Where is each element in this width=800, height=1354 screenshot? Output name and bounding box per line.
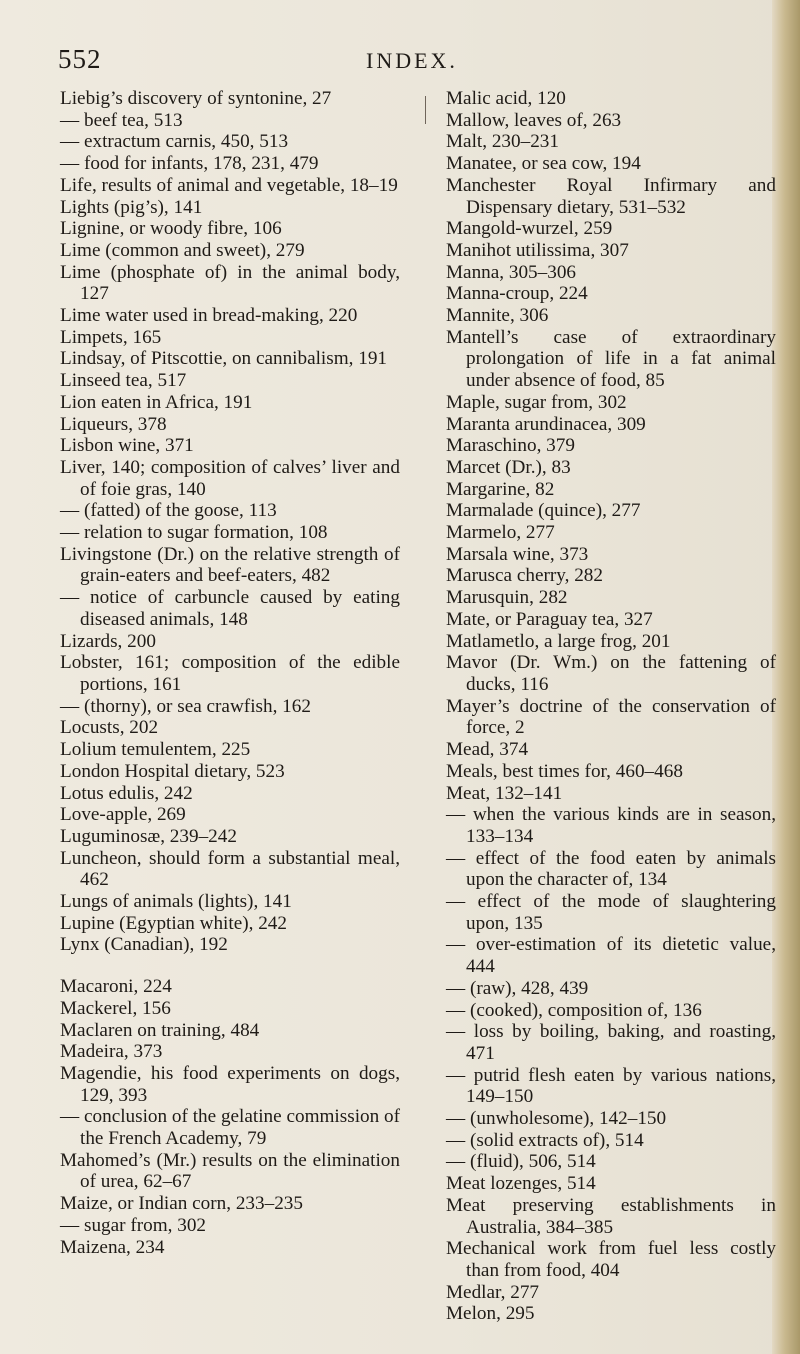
- index-entry: Maclaren on training, 484: [60, 1019, 260, 1041]
- index-entry: Mantell’s case of extraordinary prolongation of life in a fat animal under absence of food, 85: [446, 326, 776, 392]
- index-entry: Madeira, 373: [60, 1041, 163, 1063]
- index-entry: Lime (phosphate of) in the animal body, 127: [60, 261, 400, 305]
- index-subentry: — sugar from, 302: [60, 1214, 207, 1236]
- index-entry: Meat, 132–141: [446, 782, 563, 804]
- index-entry: Lizards, 200: [60, 630, 156, 652]
- index-subentry: — (fluid), 506, 514: [446, 1151, 596, 1173]
- page-edge: [772, 0, 800, 1354]
- index-subentry: — loss by boiling, baking, and roasting, 471: [446, 1021, 776, 1064]
- index-entry: Mate, or Paraguay tea, 327: [446, 608, 653, 630]
- page-header: [58, 44, 758, 74]
- index-entry: Locusts, 202: [60, 717, 159, 739]
- index-entry: Life, results of animal and vegetable, 18–19: [60, 174, 398, 196]
- index-entry: Lisbon wine, 371: [60, 435, 194, 457]
- index-entry: Lindsay, of Pitscottie, on cannibalism, 191: [60, 348, 388, 370]
- index-subentry: — beef tea, 513: [60, 109, 183, 131]
- index-column-left: [60, 88, 400, 1258]
- index-entry: Livingstone (Dr.) on the relative strength of grain-eaters and beef-eaters, 482: [60, 543, 400, 587]
- index-entry: Mavor (Dr. Wm.) on the fattening of ducks, 116: [446, 652, 776, 695]
- index-entry: Medlar, 277: [446, 1281, 540, 1303]
- index-subentry: — (thorny), or sea crawfish, 162: [60, 695, 311, 717]
- index-entry: Marsala wine, 373: [446, 543, 589, 565]
- index-subentry: — extractum carnis, 450, 513: [60, 131, 289, 153]
- index-entry: Maize, or Indian corn, 233–235: [60, 1193, 303, 1215]
- index-entry: Lupine (Egyptian white), 242: [60, 912, 287, 934]
- index-entry: Marmelo, 277: [446, 522, 555, 544]
- index-entry: Lynx (Canadian), 192: [60, 934, 228, 956]
- index-entry: Mallow, leaves of, 263: [446, 109, 622, 131]
- index-entry: Mahomed’s (Mr.) results on the elimination of urea, 62–67: [60, 1149, 400, 1193]
- index-subentry: — relation to sugar formation, 108: [60, 522, 328, 544]
- index-subentry: — notice of carbuncle caused by eating diseased animals, 148: [60, 587, 400, 630]
- column-divider: [425, 96, 426, 124]
- index-entry: Maizena, 234: [60, 1236, 165, 1258]
- index-entry: London Hospital dietary, 523: [60, 760, 285, 782]
- index-entry: Matlametlo, a large frog, 201: [446, 630, 671, 652]
- index-entry: Mead, 374: [446, 739, 529, 761]
- index-entry: Melon, 295: [446, 1303, 535, 1325]
- index-entry: Lights (pig’s), 141: [60, 196, 203, 218]
- index-entry: Meat preserving establishments in Australia, 384–385: [446, 1194, 776, 1238]
- index-entry: Maraschino, 379: [446, 435, 575, 457]
- index-subentry: — (cooked), composition of, 136: [446, 999, 702, 1021]
- index-entry: Manchester Royal Infirmary and Dispensary dietary, 531–532: [446, 174, 776, 218]
- index-entry: Manna-croup, 224: [446, 283, 588, 305]
- index-entry: Margarine, 82: [446, 478, 555, 500]
- index-entry: Marcet (Dr.), 83: [446, 456, 571, 478]
- index-entry: Macaroni, 224: [60, 976, 172, 998]
- running-head: INDEX.: [366, 48, 458, 73]
- index-entry: Luguminosæ, 239–242: [60, 825, 237, 847]
- index-entry: Lion eaten in Africa, 191: [60, 391, 253, 413]
- index-entry: Marusquin, 282: [446, 587, 568, 609]
- index-entry: Liver, 140; composition of calves’ liver and of foie gras, 140: [60, 456, 400, 500]
- index-entry: Lolium temulentem, 225: [60, 739, 251, 761]
- index-entry: Malic acid, 120: [446, 88, 566, 109]
- index-entry: Lime water used in bread-making, 220: [60, 305, 358, 327]
- index-entry: Mechanical work from fuel less costly than from food, 404: [446, 1238, 776, 1281]
- index-entry: Linseed tea, 517: [60, 370, 187, 392]
- index-entry: Limpets, 165: [60, 326, 162, 348]
- section-gap: [60, 956, 400, 976]
- index-column-right: [446, 88, 776, 1325]
- index-entry: Maple, sugar from, 302: [446, 391, 627, 413]
- index-entry: Lime (common and sweet), 279: [60, 239, 305, 261]
- index-subentry: — (fatted) of the goose, 113: [60, 500, 277, 522]
- page-number: 552: [58, 44, 102, 74]
- index-entry: Lignine, or woody fibre, 106: [60, 218, 282, 240]
- index-entry: Luncheon, should form a substantial meal, 462: [60, 847, 400, 891]
- index-entry: Malt, 230–231: [446, 131, 559, 153]
- index-entry: Mackerel, 156: [60, 997, 171, 1019]
- index-entry: Liebig’s discovery of syntonine, 27: [60, 88, 332, 109]
- index-entry: Manihot utilissima, 307: [446, 239, 629, 261]
- index-subentry: — effect of the mode of slaughtering upon, 135: [446, 891, 776, 934]
- index-entry: Lungs of animals (lights), 141: [60, 891, 292, 913]
- index-entry: Manna, 305–306: [446, 261, 577, 283]
- index-subentry: — over-estimation of its dietetic value, 444: [446, 934, 776, 978]
- index-entry: Manatee, or sea cow, 194: [446, 153, 641, 175]
- index-entry: Mayer’s doctrine of the conservation of force, 2: [446, 695, 776, 739]
- index-entry: Lobster, 161; composition of the edible portions, 161: [60, 652, 400, 695]
- index-entry: Meat lozenges, 514: [446, 1173, 596, 1195]
- index-entry: Meals, best times for, 460–468: [446, 760, 683, 782]
- index-subentry: — when the various kinds are in season, 133–134: [446, 804, 776, 847]
- index-subentry: — (unwholesome), 142–150: [446, 1108, 667, 1130]
- index-entry: Magendie, his food experiments on dogs, 129, 393: [60, 1062, 400, 1106]
- index-entry: Lotus edulis, 242: [60, 782, 193, 804]
- index-entry: Mangold-wurzel, 259: [446, 218, 613, 240]
- index-entry: Mannite, 306: [446, 305, 549, 327]
- index-entry: Marusca cherry, 282: [446, 565, 603, 587]
- index-subentry: — food for infants, 178, 231, 479: [60, 153, 319, 175]
- index-subentry: — conclusion of the gelatine commission of the French Academy, 79: [60, 1106, 400, 1150]
- index-subentry: — (solid extracts of), 514: [446, 1129, 644, 1151]
- index-subentry: — putrid flesh eaten by various nations, 149–150: [446, 1064, 776, 1108]
- index-subentry: — effect of the food eaten by animals upon the character of, 134: [446, 847, 776, 891]
- index-subentry: — (raw), 428, 439: [446, 977, 589, 999]
- index-entry: Marmalade (quince), 277: [446, 500, 641, 522]
- index-entry: Love-apple, 269: [60, 804, 186, 826]
- index-entry: Liqueurs, 378: [60, 413, 167, 435]
- index-entry: Maranta arundinacea, 309: [446, 413, 646, 435]
